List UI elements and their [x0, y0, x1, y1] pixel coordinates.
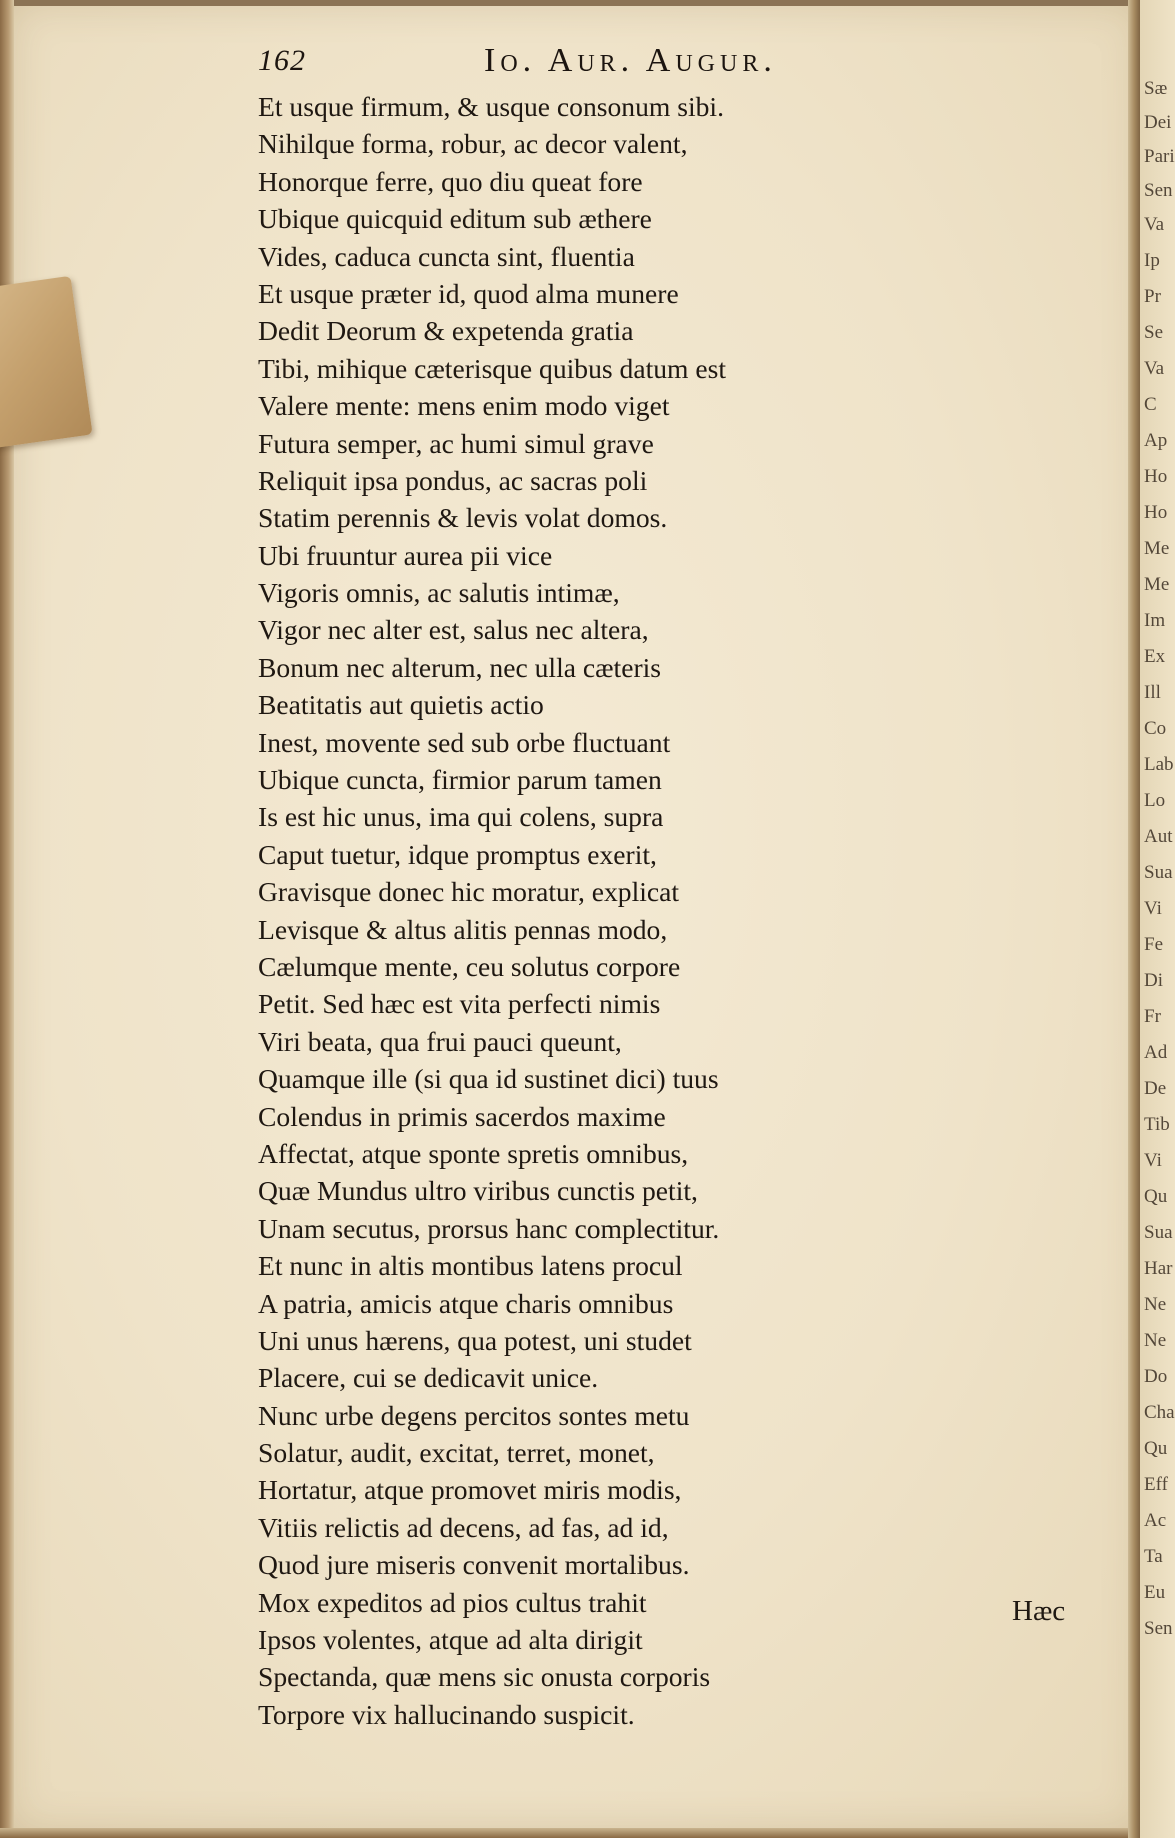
- facing-fragment: Se: [1144, 322, 1163, 343]
- facing-fragment: Ap: [1144, 430, 1168, 451]
- facing-fragment: Ho: [1144, 502, 1168, 523]
- facing-fragment: Aut: [1144, 826, 1173, 847]
- verse-line: Quamque ille (si qua id sustinet dici) tuus: [258, 1063, 719, 1095]
- verse-line: Levisque & altus alitis pennas modo,: [258, 913, 668, 945]
- facing-fragment: Va: [1144, 214, 1165, 235]
- facing-fragment: Fe: [1144, 934, 1163, 955]
- facing-fragment: Eu: [1144, 1582, 1166, 1603]
- verse-line: Et usque firmum, & usque consonum sibi.: [258, 91, 724, 122]
- verse-line: Beatitatis aut quietis actio: [258, 689, 544, 721]
- facing-fragment: Ac: [1144, 1510, 1167, 1531]
- facing-fragment: Ill: [1144, 682, 1161, 703]
- facing-fragment: Ad: [1144, 1042, 1168, 1063]
- bottom-page-edge: [0, 1828, 1140, 1838]
- facing-fragment: Ne: [1144, 1294, 1167, 1315]
- verse-line: Hortatur, atque promovet miris modis,: [258, 1474, 682, 1506]
- facing-fragment: Tib: [1144, 1114, 1170, 1135]
- verse-line: Bonum nec alterum, nec ulla cæteris: [258, 651, 662, 683]
- facing-page-strip: [1140, 0, 1175, 1838]
- verse-line: Ubi fruuntur aurea pii vice: [258, 539, 553, 571]
- facing-fragment: Ne: [1144, 1330, 1167, 1351]
- verse-line: Uni unus hærens, qua potest, uni studet: [258, 1324, 692, 1356]
- verse-text-block: [258, 88, 858, 1733]
- verse-line: Ubique cuncta, firmior parum tamen: [258, 764, 662, 796]
- facing-fragment: Vi: [1144, 898, 1162, 919]
- facing-fragment: Qu: [1144, 1186, 1168, 1207]
- facing-fragment: De: [1144, 1078, 1167, 1099]
- verse-line: Honorque ferre, quo diu queat fore: [258, 165, 643, 197]
- facing-fragment: Me: [1144, 574, 1170, 595]
- top-page-edge: [0, 0, 1140, 6]
- facing-fragment: C: [1144, 394, 1157, 415]
- facing-fragment: Vi: [1144, 1150, 1162, 1171]
- verse-line: Dedit Deorum & expetenda gratia: [258, 315, 634, 347]
- facing-fragment: Co: [1144, 718, 1167, 739]
- facing-fragment: Lo: [1144, 790, 1166, 811]
- verse-line: Torpore vix hallucinando suspicit.: [258, 1698, 635, 1730]
- verse-line: Ubique quicquid editum sub æthere: [258, 203, 652, 235]
- facing-fragment: Ho: [1144, 466, 1168, 487]
- facing-fragment: Pari: [1144, 146, 1175, 167]
- facing-fragment: Sua: [1144, 862, 1173, 883]
- verse-line: Nihilque forma, robur, ac decor valent,: [258, 128, 688, 160]
- verse-line: Et usque præter id, quod alma munere: [258, 277, 679, 309]
- facing-fragment: Pr: [1144, 286, 1161, 307]
- verse-line: Spectanda, quæ mens sic onusta corporis: [258, 1661, 711, 1693]
- facing-fragment: Eff: [1144, 1474, 1168, 1495]
- verse-line: Vides, caduca cuncta sint, fluentia: [258, 240, 635, 272]
- facing-fragment: Fr: [1144, 1006, 1161, 1027]
- facing-fragment: Lab: [1144, 754, 1174, 775]
- running-head: [258, 38, 828, 88]
- facing-fragment: Sæ: [1144, 78, 1168, 99]
- facing-fragment: Ta: [1144, 1546, 1163, 1567]
- verse-line: Gravisque donec hic moratur, explicat: [258, 876, 680, 908]
- verse-line: Quod jure miseris convenit mortalibus.: [258, 1549, 690, 1581]
- facing-fragment: Cha: [1144, 1402, 1175, 1423]
- verse-line: Reliquit ipsa pondus, ac sacras poli: [258, 464, 648, 496]
- running-title: Io. Aur. Augur.: [484, 42, 777, 79]
- verse-line: Caput tuetur, idque promptus exerit,: [258, 838, 657, 870]
- facing-fragment: Im: [1144, 610, 1166, 631]
- verse-line: Solatur, audit, excitat, terret, monet,: [258, 1437, 655, 1469]
- verse-line: Futura semper, ac humi simul grave: [258, 427, 654, 459]
- verse-line: Vigoris omnis, ac salutis intimæ,: [258, 577, 620, 609]
- left-binding-edge: [0, 0, 14, 1838]
- verse-line: Is est hic unus, ima qui colens, supra: [258, 801, 664, 833]
- verse-line: Affectat, atque sponte spretis omnibus,: [258, 1137, 689, 1169]
- verse-line: Placere, cui se dedicavit unice.: [258, 1362, 599, 1394]
- facing-fragment: Ex: [1144, 646, 1166, 667]
- verse-line: A patria, amicis atque charis omnibus: [258, 1287, 674, 1319]
- facing-fragment: Dei: [1144, 112, 1172, 133]
- verse-line: Colendus in primis sacerdos maxime: [258, 1100, 666, 1132]
- facing-fragment: Sua: [1144, 1222, 1173, 1243]
- facing-fragment: Qu: [1144, 1438, 1168, 1459]
- facing-fragment: Sen: [1144, 1618, 1173, 1639]
- verse-line: Et nunc in altis montibus latens procul: [258, 1250, 683, 1282]
- verse-line: Valere mente: mens enim modo viget: [258, 390, 670, 422]
- verse-line: Nunc urbe degens percitos sontes metu: [258, 1399, 690, 1431]
- book-gutter: [1128, 0, 1140, 1838]
- verse-line: Tibi, mihique cæterisque quibus datum est: [258, 352, 727, 384]
- catchword: Hæc: [1012, 1595, 1066, 1627]
- verse-line: Cælumque mente, ceu solutus corpore: [258, 950, 681, 982]
- facing-fragment: Ip: [1144, 250, 1160, 271]
- verse-line: Ipsos volentes, atque ad alta dirigit: [258, 1624, 643, 1656]
- facing-fragment: Va: [1144, 358, 1165, 379]
- verse-line: Viri beata, qua frui pauci queunt,: [258, 1025, 622, 1057]
- facing-fragment: Me: [1144, 538, 1170, 559]
- verse-line: Vigor nec alter est, salus nec altera,: [258, 614, 649, 646]
- verse-line: Inest, movente sed sub orbe fluctuant: [258, 726, 671, 758]
- verse-line: Quæ Mundus ultro viribus cunctis petit,: [258, 1175, 698, 1207]
- verse-line: Mox expeditos ad pios cultus trahit: [258, 1586, 647, 1618]
- facing-fragment: Di: [1144, 970, 1163, 991]
- facing-fragment: Do: [1144, 1366, 1168, 1387]
- page-number: 162: [258, 44, 306, 77]
- verse-line: Unam secutus, prorsus hanc complectitur.: [258, 1212, 720, 1244]
- verse-line: Petit. Sed hæc est vita perfecti nimis: [258, 988, 661, 1020]
- facing-fragment: Har: [1144, 1258, 1173, 1279]
- verse-line: Statim perennis & levis volat domos.: [258, 502, 668, 534]
- facing-fragment: Sen: [1144, 180, 1173, 201]
- verse-line: Vitiis relictis ad decens, ad fas, ad id,: [258, 1511, 669, 1543]
